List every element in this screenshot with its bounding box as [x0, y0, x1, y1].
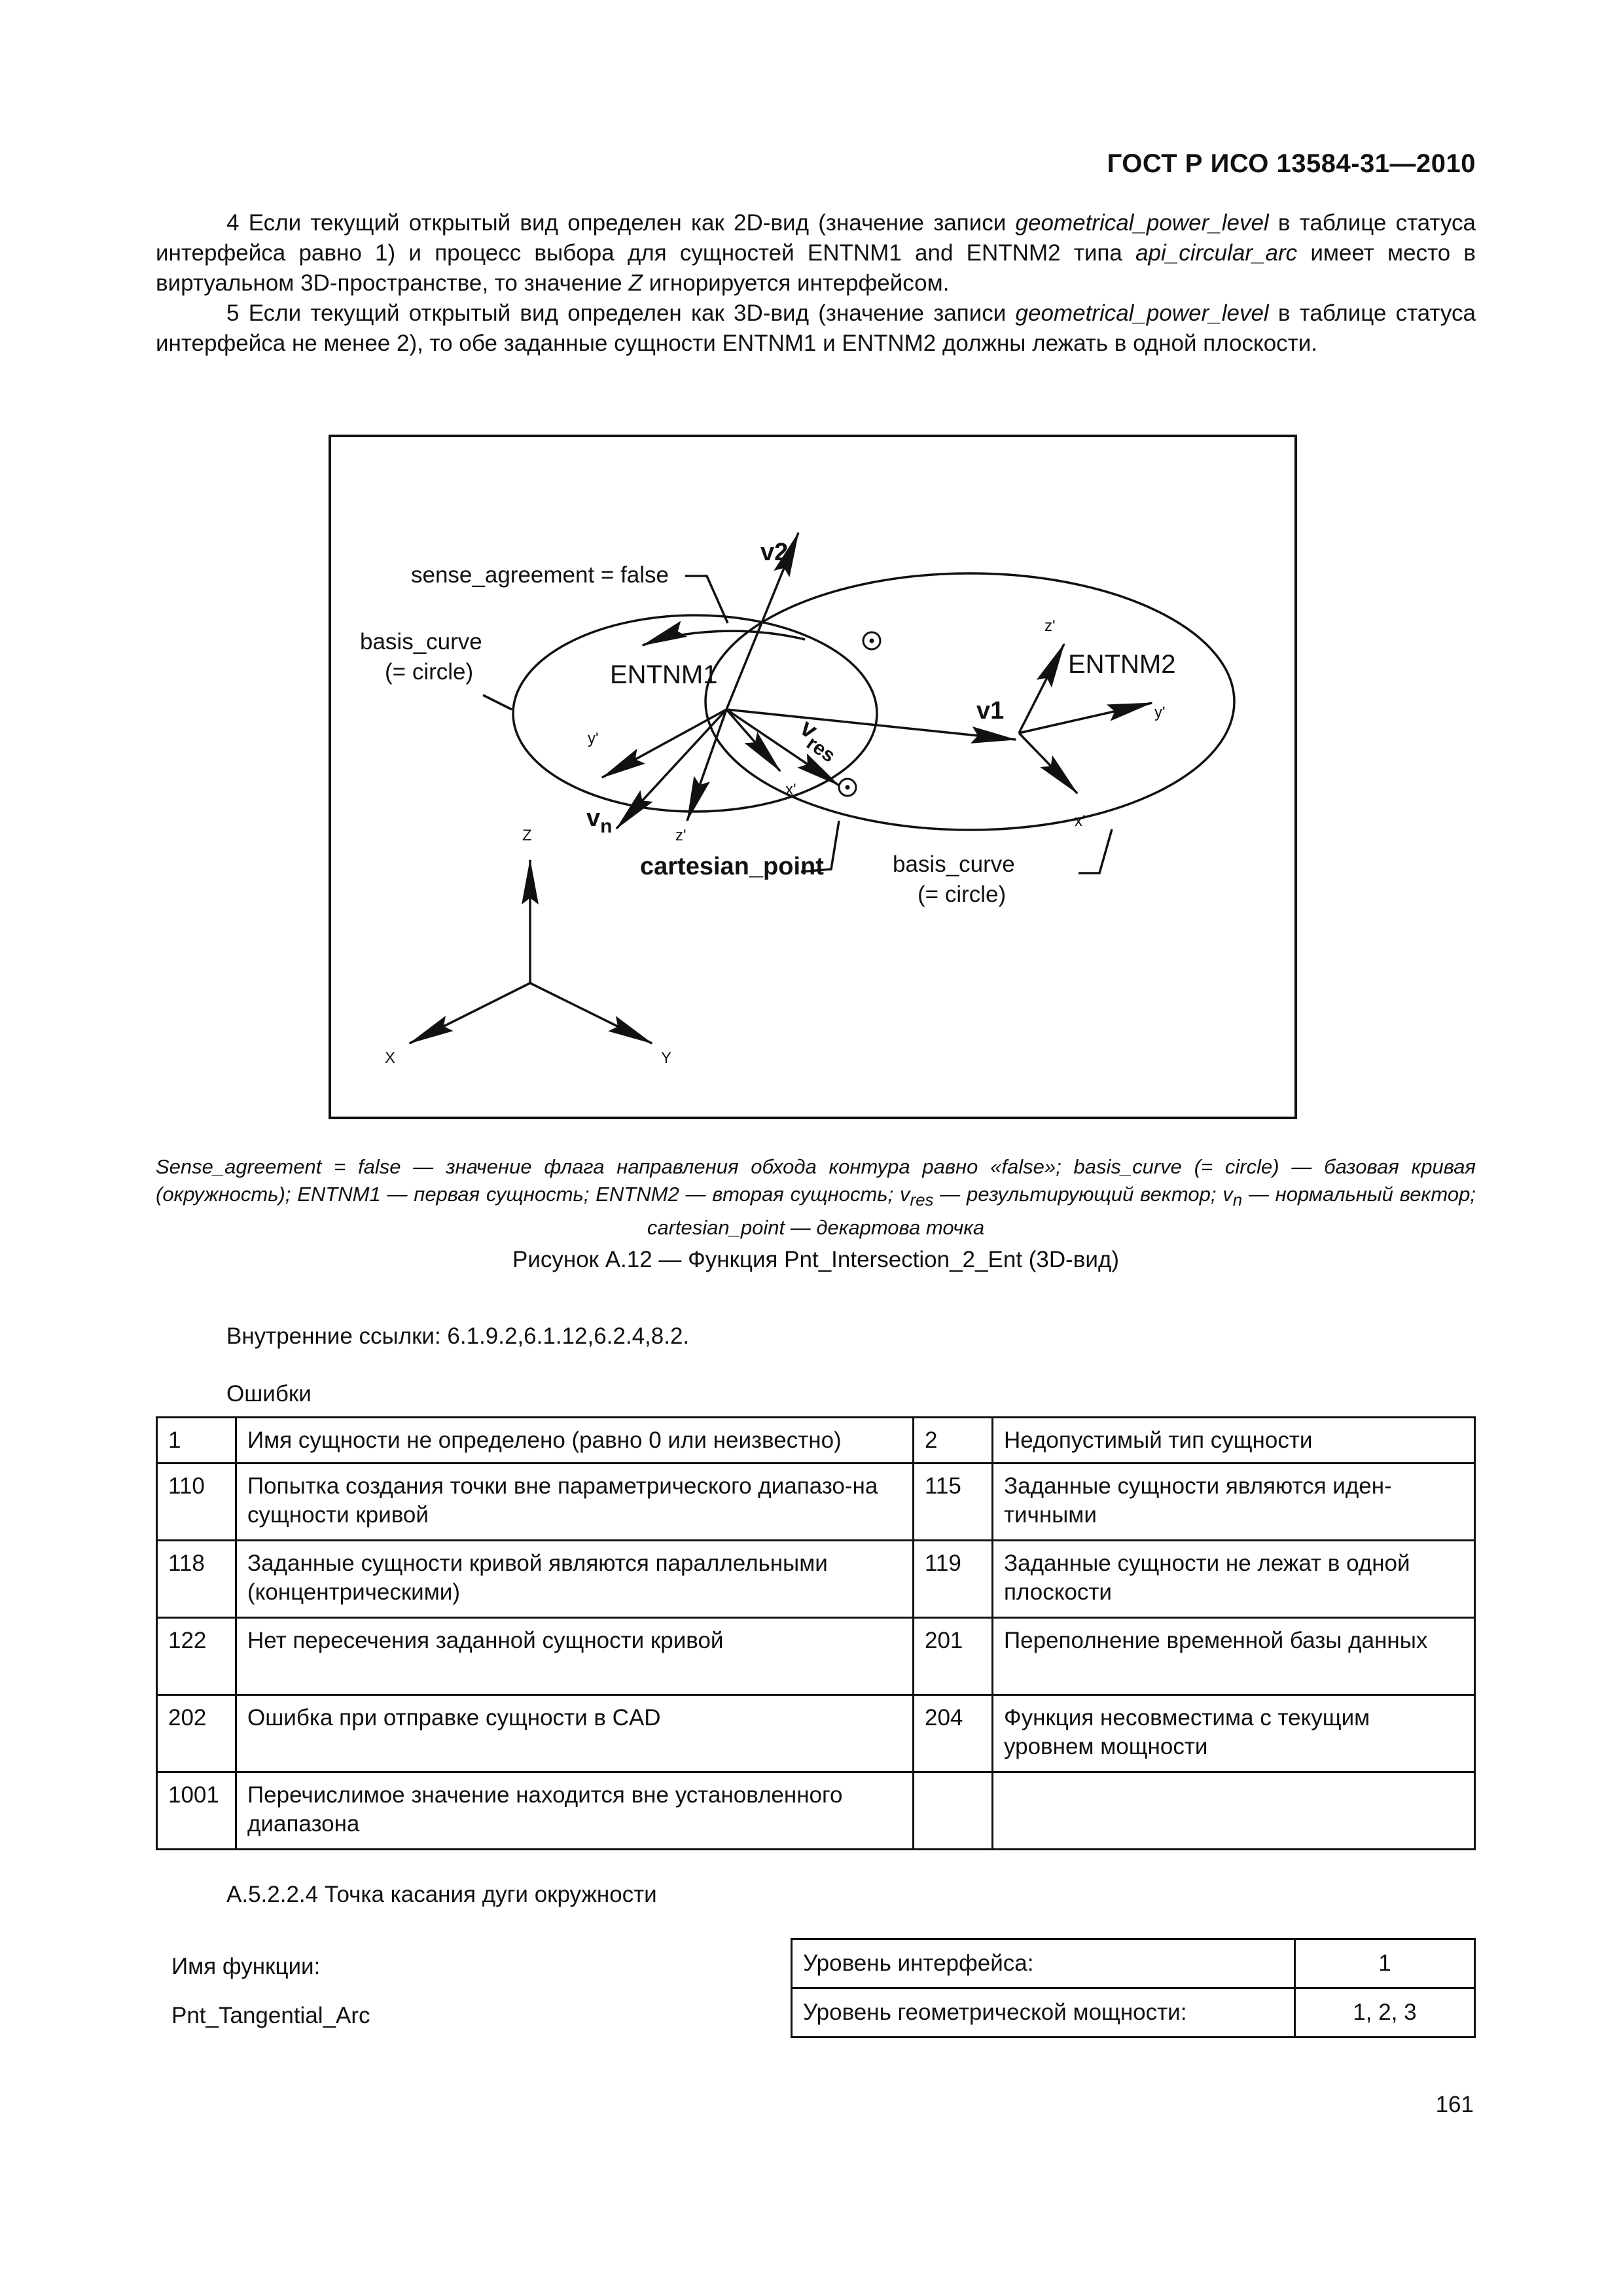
table-row: 110 Попытка создания точки вне параметрического диапазо-на сущности кривой 115 Заданные сущности являются иден-тичными — [157, 1463, 1475, 1541]
section-heading: A.5.2.2.4 Точка касания дуги окружности — [226, 1882, 657, 1907]
axis-z-label: Z — [522, 827, 532, 844]
standard-header: ГОСТ Р ИСО 13584-31—2010 — [1107, 149, 1476, 178]
sense-label: sense_agreement = false — [411, 562, 669, 588]
table-row: 122 Нет пересечения заданной сущности кривой 201 Переполнение временной базы данных — [157, 1618, 1475, 1695]
cartesian-point-label: cartesian_point — [640, 853, 824, 880]
table-row: Уровень интерфейса: 1 — [792, 1939, 1475, 1988]
note-5: 5 Если текущий открытый вид определен как 3D-вид (значение записи geometrical_power_level в таблице статуса интерфейса не менее 2), то обе заданные сущности ENTNM1 и ENTNM2 должны лежать в одной плоскости. — [156, 300, 1476, 356]
function-name: Pnt_Tangential_Arc — [171, 2003, 370, 2028]
vn-label: $v_n$ — [586, 804, 613, 837]
v2-label: v2 — [760, 539, 789, 566]
axis-x-label: X — [385, 1049, 396, 1067]
vres-label: $v_{res}$ — [794, 713, 840, 767]
errors-heading: Ошибки — [226, 1381, 312, 1407]
internal-references: Внутренние ссылки: 6.1.9.2,6.1.12,6.2.4,8.2. — [226, 1323, 690, 1349]
figure-caption: Рисунок A.12 — Функция Pnt_Intersection_2_Ent (3D-вид) — [512, 1247, 1120, 1272]
sense-arc — [643, 631, 805, 645]
x-prime-right: x' — [1075, 812, 1086, 830]
table-row: Уровень геометрической мощности: 1, 2, 3 — [792, 1988, 1475, 2037]
table-row: 118 Заданные сущности кривой являются параллельными (концентрическими) 119 Заданные сущности не лежат в одной плоскости — [157, 1541, 1475, 1618]
page-number: 161 — [1435, 2092, 1474, 2117]
circle-left: (= circle) — [385, 659, 474, 685]
table-row: 1001 Перечислимое значение находится вне установленного диапазона — [157, 1772, 1475, 1850]
y-prime-right: y' — [1154, 704, 1166, 721]
z-prime-left: z' — [675, 827, 687, 844]
table-row: 1 Имя сущности не определено (равно 0 или неизвестно) 2 Недопустимый тип сущности — [157, 1418, 1475, 1463]
z-prime-right: z' — [1044, 617, 1056, 635]
function-label: Имя функции: — [171, 1954, 321, 1979]
v1-label: v1 — [976, 697, 1005, 725]
figure-legend: Sense_agreement = false — значение флага направления обхода контура равно «false»; basis_curve (= circle) — базовая кривая (окружность); ENTNM1 — первая сущность; ENTNM2 — вторая сущность; $v_{res}$ — результирующий вектор; $v_n$ — нормальный вектор; cartesian_point — декартова точка — [156, 1155, 1476, 1240]
circle-right: (= circle) — [918, 882, 1007, 907]
axis-y-label: Y — [661, 1049, 672, 1067]
note-4: 4 Если текущий открытый вид определен как 2D-вид (значение записи geometrical_power_level в таблице статуса интерфейса равно 1) и процесс выбора для сущностей ENTNM1 and ENTNM2 типа api_circular_arc имеет место в виртуальном 3D-пространстве, то значение Z игнорируется интерфейсом. — [156, 210, 1476, 296]
figure-diagram — [329, 435, 1297, 1119]
y-prime-left: y' — [588, 730, 599, 747]
entnm1-label: ENTNM1 — [610, 660, 718, 689]
table-row: 202 Ошибка при отправке сущности в CAD 204 Функция несовместима с текущим уровнем мощности — [157, 1695, 1475, 1772]
errors-table — [156, 1416, 1476, 1850]
levels-table — [791, 1938, 1476, 2038]
entnm2-label: ENTNM2 — [1068, 650, 1176, 679]
entnm1-ellipse — [513, 615, 877, 812]
x-prime-left: x' — [785, 781, 796, 798]
basis-curve-right: basis_curve — [893, 852, 1015, 877]
basis-curve-left: basis_curve — [360, 629, 482, 655]
